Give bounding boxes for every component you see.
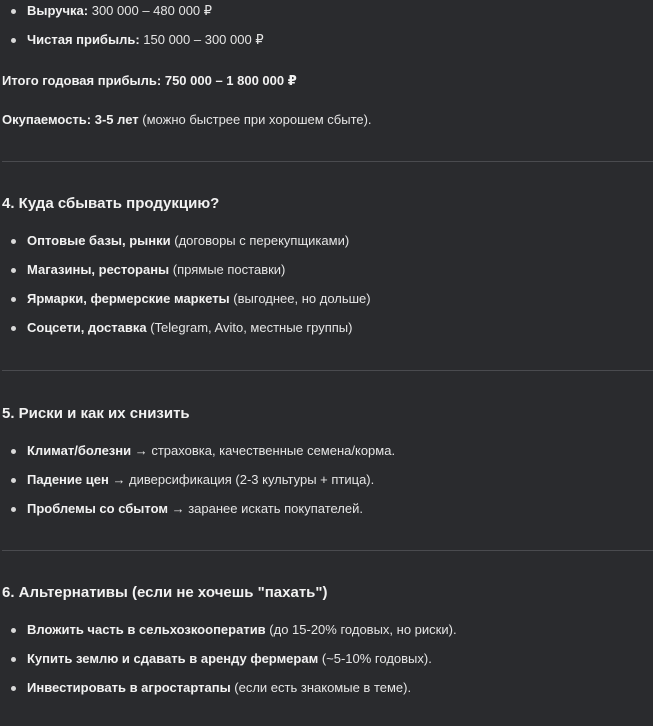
list-item-label: Соцсети, доставка: [27, 320, 147, 335]
section-title: 6. Альтернативы (если не хочешь "пахать"): [2, 584, 328, 601]
list-item-label: Купить землю и сдавать в аренду фермерам: [27, 651, 319, 666]
section-divider: [2, 161, 653, 162]
list-item-text: (Telegram, Avito, местные группы): [146, 320, 353, 335]
list-item-label: Выручка:: [27, 3, 89, 18]
section-divider: [2, 550, 653, 551]
list-item-text: (если есть знакомые в теме).: [230, 680, 412, 695]
list-item: [0, 261, 653, 279]
sales-channels-list: [0, 232, 653, 337]
revenue-list-block: [0, 2, 653, 60]
list-item-label: Инвестировать в агростартапы: [27, 680, 231, 695]
section-title: 5. Риски и как их снизить: [2, 405, 190, 422]
list-item: [0, 2, 653, 20]
list-item-text: (прямые поставки): [169, 262, 286, 277]
list-item-label: Магазины, рестораны: [27, 262, 170, 277]
list-item: [0, 679, 653, 697]
list-item-text: (договоры с перекупщиками): [170, 233, 350, 248]
list-item-label: Ярмарки, фермерские маркеты: [27, 291, 230, 306]
list-item-label: Падение цен: [27, 472, 109, 487]
list-item-text: (до 15-20% годовых, но риски).: [265, 622, 457, 637]
list-item-text: (выгоднее, но дольше): [229, 291, 371, 306]
alternatives-block: [0, 621, 653, 708]
list-item-text: → страховка, качественные семена/корма.: [131, 443, 396, 458]
list-item: [0, 290, 653, 308]
list-item: [0, 650, 653, 668]
list-item-label: Вложить часть в сельхозкооператив: [27, 622, 266, 637]
risks-block: [0, 442, 653, 529]
list-item-text: 150 000 – 300 000 ₽: [139, 32, 264, 47]
list-item-label: Оптовые базы, рынки: [27, 233, 171, 248]
list-item-text: (~5-10% годовых).: [318, 651, 432, 666]
list-item: [0, 232, 653, 250]
list-item: [0, 471, 653, 489]
total-profit-line: [0, 72, 653, 90]
list-item: [0, 500, 653, 518]
list-item-text: → заранее искать покупателей.: [167, 501, 363, 516]
list-item: [0, 621, 653, 639]
alternatives-list: [0, 621, 653, 697]
revenue-list: [0, 2, 653, 49]
total-profit-label: Итого годовая прибыль: 750 000 – 1 800 000 ₽: [2, 73, 297, 88]
list-item-label: Проблемы со сбытом: [27, 501, 168, 516]
list-item: [0, 319, 653, 337]
list-item: [0, 442, 653, 460]
section-title: 4. Куда сбывать продукцию?: [2, 195, 220, 212]
payback-label: Окупаемость: 3-5 лет: [2, 112, 139, 127]
payback-text: (можно быстрее при хорошем сбыте).: [138, 112, 372, 127]
sales-channels-block: [0, 232, 653, 348]
payback-line: [0, 111, 653, 129]
list-item-label: Климат/болезни: [27, 443, 132, 458]
list-item-text: 300 000 – 480 000 ₽: [88, 3, 213, 18]
risks-list: [0, 442, 653, 518]
section-divider: [2, 370, 653, 371]
list-item: [0, 31, 653, 49]
list-item-label: Чистая прибыль:: [27, 32, 140, 47]
list-item-text: → диверсификация (2-3 культуры + птица).: [108, 472, 375, 487]
